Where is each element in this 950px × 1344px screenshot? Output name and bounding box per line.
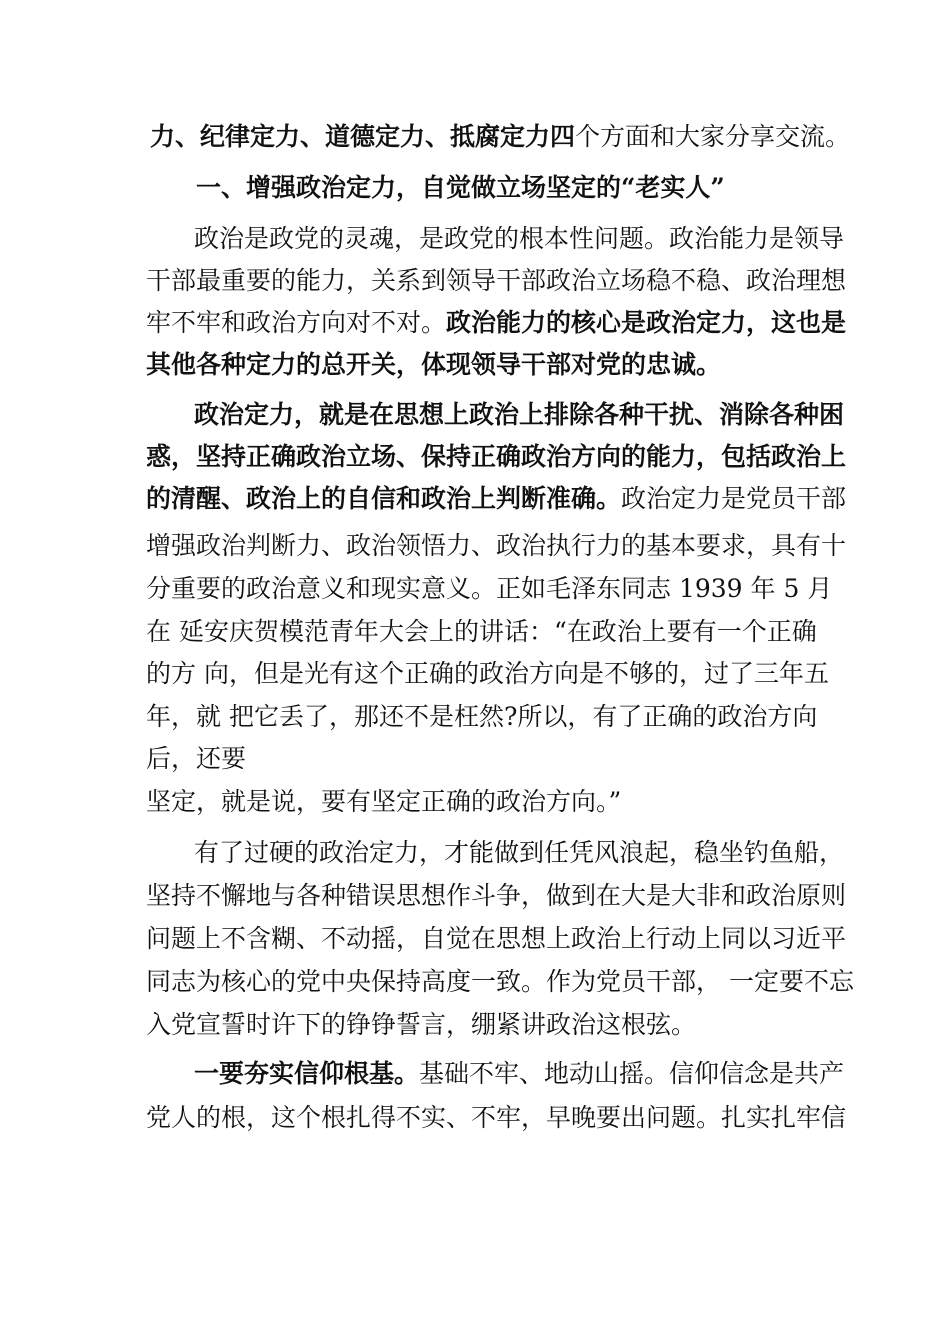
paragraph-line	[146, 881, 847, 911]
paragraph-line	[146, 350, 810, 380]
bold-text-segment: 一、增强政治定力，自觉做立场坚定的“老实人”	[196, 173, 725, 202]
bold-text-segment: 政治定力，就是在思想上政治上排除各种干扰、消除各种困	[194, 400, 845, 429]
paragraph-line	[146, 308, 847, 338]
text-segment: 个方面和大家分享交流。	[575, 122, 851, 151]
paragraph-line	[146, 442, 847, 472]
paragraph-line	[194, 838, 845, 868]
paragraph-line	[194, 1059, 845, 1089]
text-segment: 坚持不懈地与各种错误思想作斗争，做到在大是大非和政治原则	[146, 881, 847, 910]
paragraph-line	[146, 266, 847, 296]
bold-text-segment: 力、纪律定力、道德定力、抵腐定力四	[150, 122, 576, 151]
paragraph-line	[146, 617, 817, 647]
paragraph-line	[146, 659, 829, 689]
paragraph-line	[146, 484, 847, 514]
bold-text-segment: 一要夯实信仰根基。	[194, 1059, 420, 1088]
paragraph-line	[146, 1010, 810, 1040]
bold-text-segment: 的清醒、政治上的自信和政治上判断准确。	[146, 484, 622, 513]
text-segment: 基础不牢、地动山摇。信仰信念是共产	[419, 1059, 845, 1088]
text-segment: 在 延安庆贺模范青年大会上的讲话：“在政治上要有一个正确	[146, 617, 817, 646]
text-segment: 同志为核心的党中央保持高度一致。作为党员干部， 一定要不忘	[146, 967, 854, 996]
text-segment: 后，还要	[146, 744, 247, 773]
paragraph-line	[146, 574, 833, 604]
bold-text-segment: 惑，坚持正确政治立场、保持正确政治方向的能力，包括政治上	[146, 442, 847, 471]
paragraph-line	[194, 400, 845, 430]
bold-text-segment: 其他各种定力的总开关，体现领导干部对党的忠诚。	[146, 350, 722, 379]
text-segment: 有了过硬的政治定力，才能做到任凭风浪起，稳坐钓鱼船，	[194, 838, 845, 867]
paragraph-line	[196, 173, 860, 203]
paragraph-line	[146, 702, 818, 732]
text-segment: 年，就 把它丢了，那还不是枉然?所以，有了正确的政治方向	[146, 702, 818, 731]
bold-text-segment: 政治能力的核心是政治定力，这也是	[446, 308, 847, 337]
text-segment: 政治定力是党员干部	[621, 484, 847, 513]
paragraph-line	[146, 531, 847, 561]
text-segment: 坚定，就是说，要有坚定正确的政治方向。”	[146, 787, 622, 816]
paragraph-line	[150, 122, 851, 152]
text-segment: 政治是政党的灵魂，是政党的根本性问题。政治能力是领导	[194, 224, 845, 253]
text-segment: 入党宣誓时许下的铮铮誓言，绷紧讲政治这根弦。	[146, 1010, 697, 1039]
text-segment: 牢不牢和政治方向对不对。	[146, 308, 447, 337]
paragraph-line	[146, 787, 810, 817]
text-segment: 增强政治判断力、政治领悟力、政治执行力的基本要求，具有十	[146, 531, 847, 560]
text-segment: 问题上不含糊、不动摇，自觉在思想上政治上行动上同以习近平	[146, 924, 847, 953]
text-segment: 干部最重要的能力，关系到领导干部政治立场稳不稳、政治理想	[146, 266, 847, 295]
paragraph-line	[194, 224, 845, 254]
paragraph-line	[146, 967, 854, 997]
text-segment: 党人的根，这个根扎得不实、不牢，早晚要出问题。扎实扎牢信	[146, 1103, 847, 1132]
paragraph-line	[146, 744, 810, 774]
text-segment: 的方 向，但是光有这个正确的政治方向是不够的，过了三年五	[146, 659, 829, 688]
paragraph-line	[146, 1103, 847, 1133]
text-segment: 分重要的政治意义和现实意义。正如毛泽东同志 1939 年 5 月	[146, 574, 833, 603]
paragraph-line	[146, 924, 847, 954]
